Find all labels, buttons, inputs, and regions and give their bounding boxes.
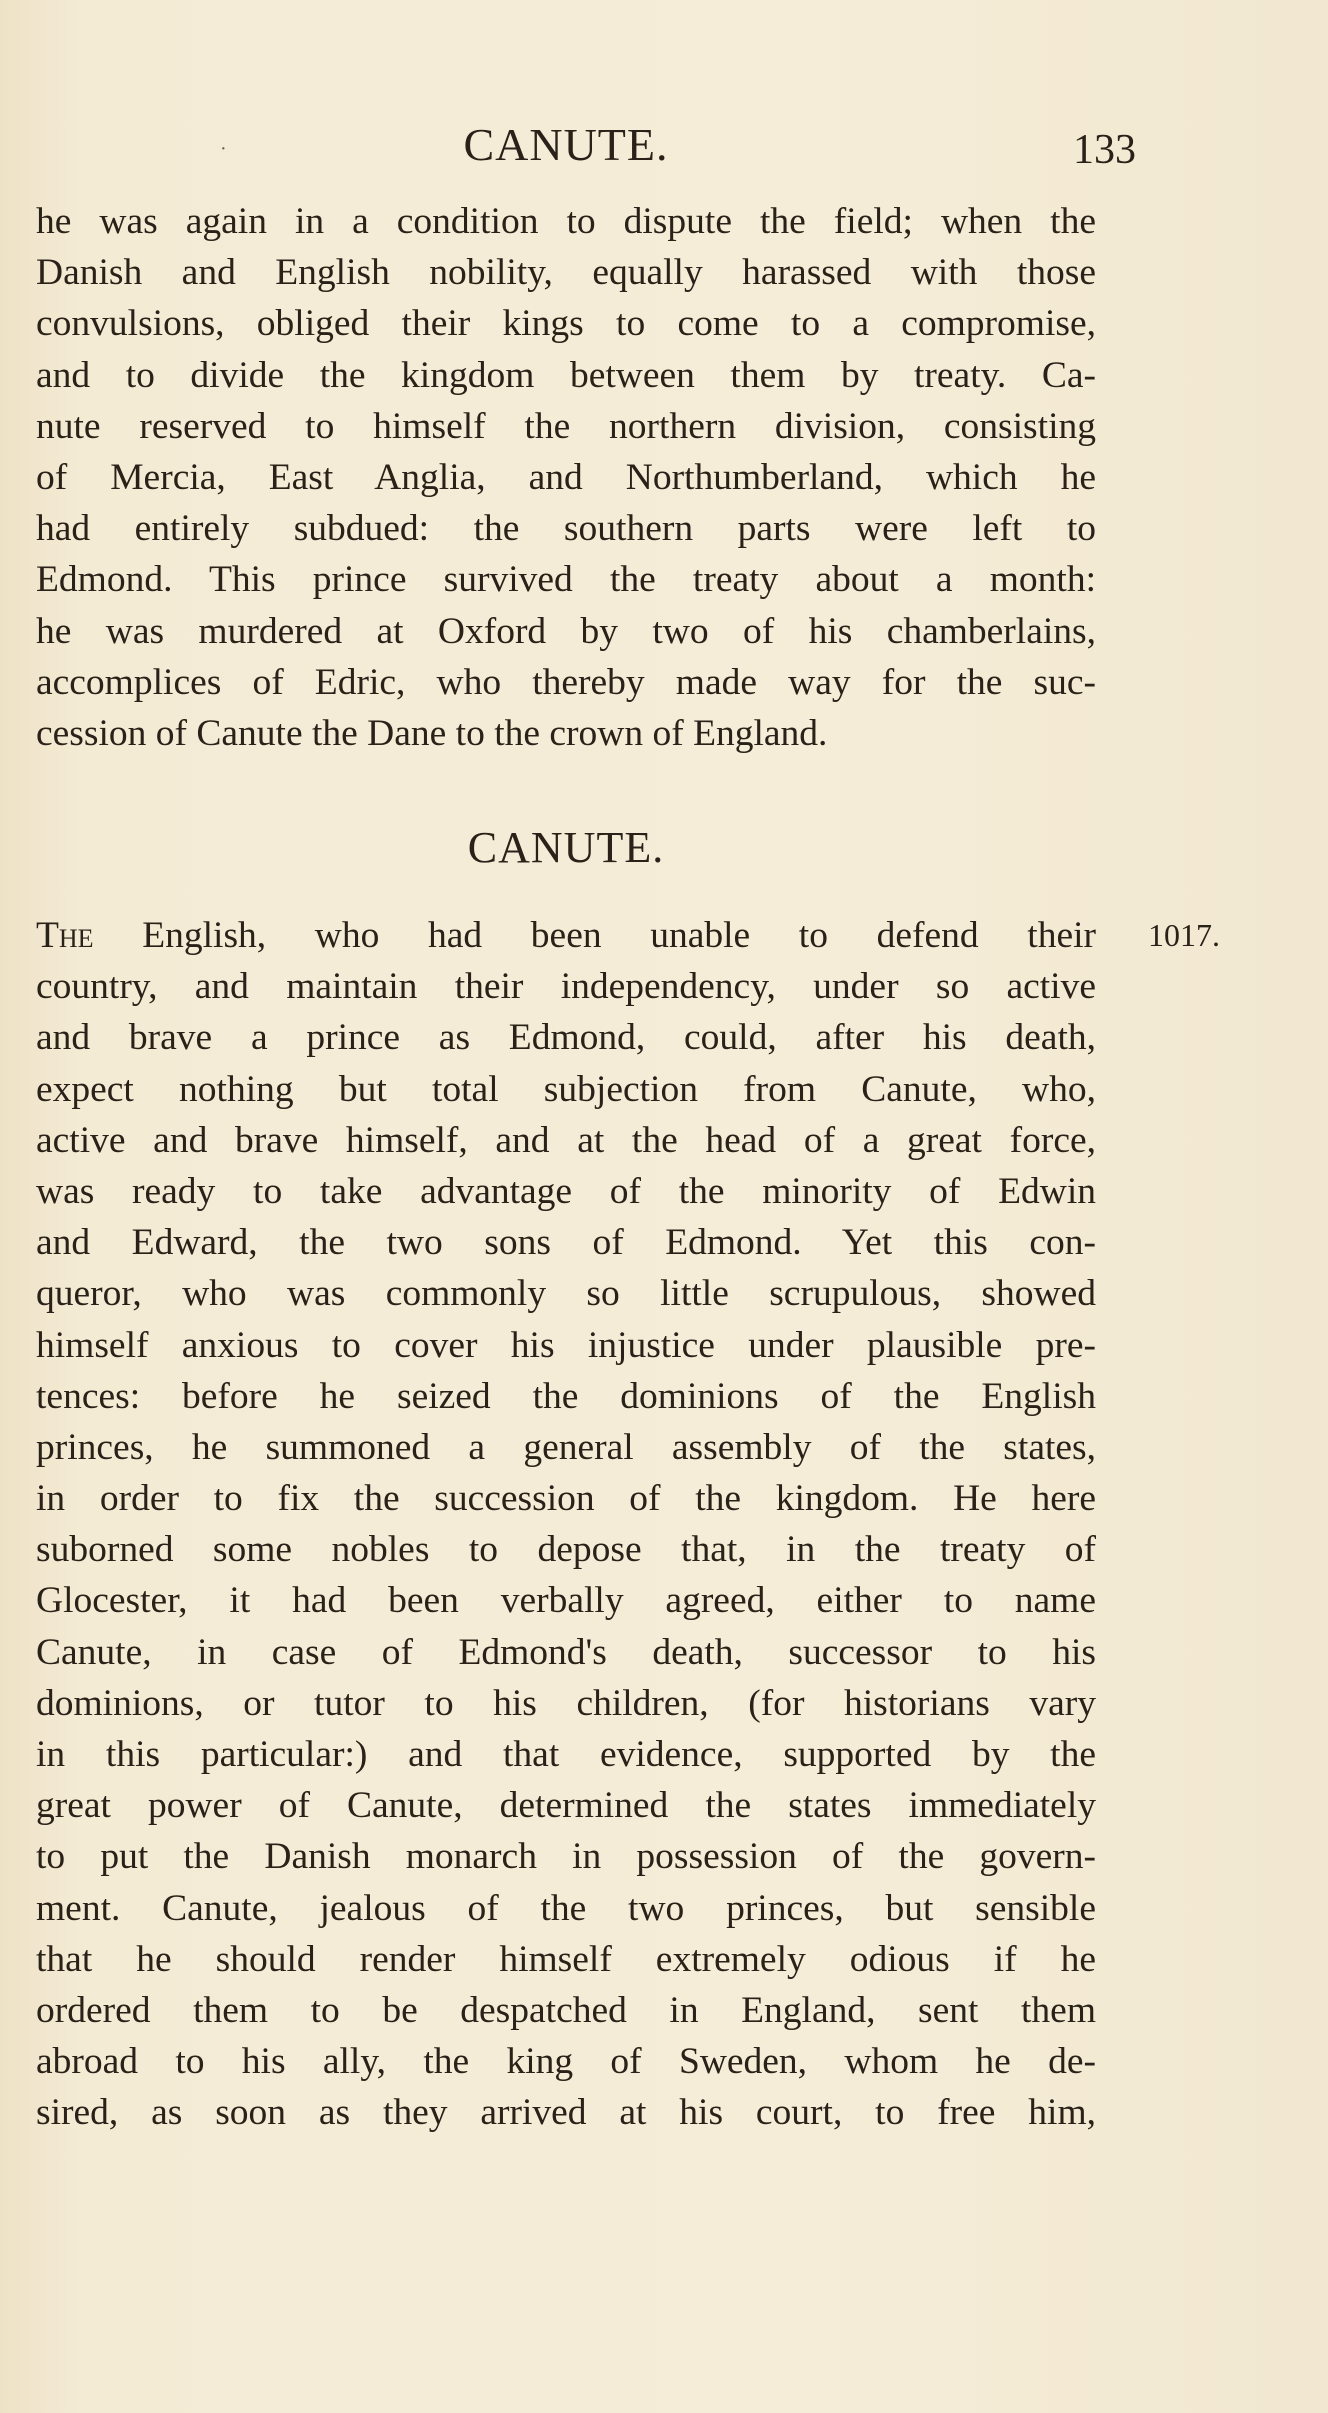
text-line: princes, he summoned a general assembly of the states, xyxy=(36,1426,1096,1468)
text-line: tences: before he seized the dominions of the English xyxy=(36,1375,1096,1417)
text-line: abroad to his ally, the king of Sweden, whom he de- xyxy=(36,2041,1096,2083)
text-line: he was murdered at Oxford by two of his chamberlains, xyxy=(36,610,1096,652)
section-paragraph xyxy=(36,910,1096,2139)
text-line: dominions, or tutor to his children, (for historians vary xyxy=(36,1682,1096,1724)
text-line: sired, as soon as they arrived at his court, to free him, xyxy=(36,2092,1096,2134)
text-line: he was again in a condition to dispute the field; when the xyxy=(36,201,1096,242)
text-line: and to divide the kingdom between them by treaty. Ca- xyxy=(36,354,1096,396)
text-line: and Edward, the two sons of Edmond. Yet this con- xyxy=(36,1222,1096,1264)
text-line: suborned some nobles to depose that, in the treaty of xyxy=(36,1529,1096,1571)
text-line: accomplices of Edric, who thereby made way for the suc- xyxy=(36,661,1096,703)
text-line: himself anxious to cover his injustice under plausible pre- xyxy=(36,1324,1096,1366)
text-line-first xyxy=(36,910,1096,961)
running-head xyxy=(36,118,1136,178)
text-line: Edmond. This prince survived the treaty about a month: xyxy=(36,559,1096,601)
text-line: and brave a prince as Edmond, could, after his death, xyxy=(36,1017,1096,1059)
text-line: that he should render himself extremely odious if he xyxy=(36,1938,1096,1980)
text-line: ment. Canute, jealous of the two princes, but sensible xyxy=(36,1887,1096,1929)
section-heading: CANUTE. xyxy=(467,823,665,872)
text-line: Canute, in case of Edmond's death, successor to his xyxy=(36,1631,1096,1673)
text-line: active and brave himself, and at the head of a great force, xyxy=(36,1119,1096,1161)
running-head-dot: · xyxy=(220,138,227,160)
opening-word: The xyxy=(36,915,94,956)
text-line: cession of Canute the Dane to the crown of England. xyxy=(36,712,828,754)
text-line: of Mercia, East Anglia, and Northumberland, which he xyxy=(36,456,1096,498)
text-line: ordered them to be despatched in England, sent them xyxy=(36,1989,1096,2031)
text-line: had entirely subdued: the southern parts were left to xyxy=(36,508,1096,550)
text-line: nute reserved to himself the northern division, consisting xyxy=(36,405,1096,447)
text-line: Glocester, it had been verbally agreed, either to name xyxy=(36,1580,1096,1622)
page-number: 133 xyxy=(1073,127,1136,173)
text-line: to put the Danish monarch in possession of the govern- xyxy=(36,1836,1096,1878)
text-line: Danish and English nobility, equally harassed with those xyxy=(36,252,1096,294)
text-line: in this particular:) and that evidence, supported by the xyxy=(36,1734,1096,1775)
text-line: country, and maintain their independency, under so active xyxy=(36,966,1096,1008)
first-line-rest: English, who had been unable to defend their xyxy=(93,915,1096,956)
margin-year: 1017. xyxy=(1148,917,1220,953)
text-line: queror, who was commonly so little scrupulous, showed xyxy=(36,1273,1096,1315)
text-line: great power of Canute, determined the states immediately xyxy=(36,1785,1096,1827)
running-head-title: CANUTE. xyxy=(463,119,669,170)
text-line: in order to fix the succession of the kingdom. He here xyxy=(36,1478,1096,1520)
text-line: was ready to take advantage of the minority of Edwin xyxy=(36,1170,1096,1212)
text-line: expect nothing but total subjection from Canute, who, xyxy=(36,1068,1096,1110)
paragraph-continued xyxy=(36,196,1096,759)
text-line: convulsions, obliged their kings to come to a compromise, xyxy=(36,303,1096,345)
